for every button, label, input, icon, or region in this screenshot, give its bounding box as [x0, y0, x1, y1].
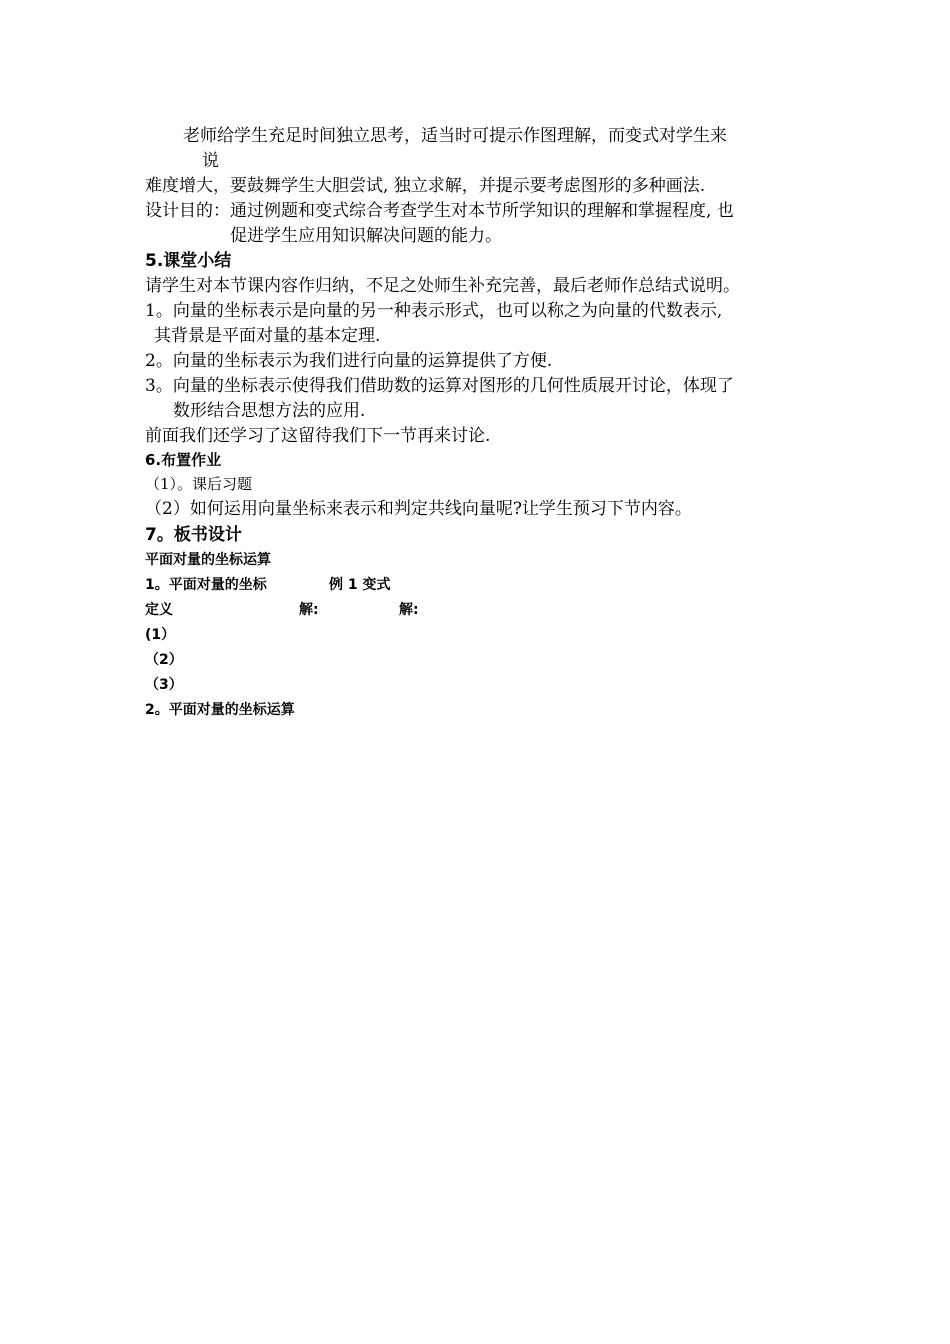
- board-item-3: （3）: [145, 677, 183, 693]
- section-5-heading: 5.课堂小结: [145, 251, 232, 271]
- summary-item-3-line-1: 3。向量的坐标表示使得我们借助数的运算对图形的几何性质展开讨论，体现了: [145, 376, 734, 396]
- board-design-title: 平面对量的坐标运算: [145, 552, 271, 568]
- summary-item-1-line-2: 其背景是平面对量的基本定理.: [154, 326, 381, 346]
- section-6-heading: 6.布置作业: [145, 451, 222, 469]
- section-7-heading: 7。板书设计: [145, 525, 242, 545]
- board-row-2-col-1: 定义: [145, 602, 173, 618]
- paragraph-1-line-2: 说: [202, 151, 219, 171]
- homework-item-1: （1）。课后习题: [145, 475, 253, 493]
- summary-item-2: 2。向量的坐标表示为我们进行向量的运算提供了方便.: [145, 351, 553, 371]
- summary-item-3-line-2: 数形结合思想方法的应用.: [173, 401, 366, 421]
- board-row-2-col-3: 解:: [399, 602, 419, 618]
- design-purpose-line-1: 设计目的：通过例题和变式综合考查学生对本节所学知识的理解和掌握程度, 也: [145, 201, 734, 221]
- summary-item-1-line-1: 1。向量的坐标表示是向量的另一种表示形式，也可以称之为向量的代数表示,: [145, 301, 723, 321]
- board-item-2: （2）: [145, 652, 183, 668]
- board-row-2-col-2: 解:: [299, 602, 319, 618]
- board-row-1-col-1: 1。平面对量的坐标: [145, 577, 267, 593]
- board-item-1: (1）: [145, 627, 176, 643]
- board-part-2: 2。平面对量的坐标运算: [145, 702, 295, 718]
- section-5-closing: 前面我们还学习了这留待我们下一节再来讨论.: [145, 426, 491, 446]
- section-5-intro: 请学生对本节课内容作归纳，不足之处师生补充完善，最后老师作总结式说明。: [145, 276, 740, 296]
- design-purpose-line-2: 促进学生应用知识解决问题的能力。: [230, 226, 502, 246]
- board-row-1-col-2: 例 1 变式: [329, 577, 391, 593]
- paragraph-1-line-1: 老师给学生充足时间独立思考，适当时可提示作图理解，而变式对学生来: [183, 126, 727, 146]
- homework-item-2: （2）如何运用向量坐标来表示和判定共线向量呢?让学生预习下节内容。: [145, 499, 692, 519]
- paragraph-1-line-3: 难度增大，要鼓舞学生大胆尝试, 独立求解，并提示要考虑图形的多种画法.: [145, 176, 706, 196]
